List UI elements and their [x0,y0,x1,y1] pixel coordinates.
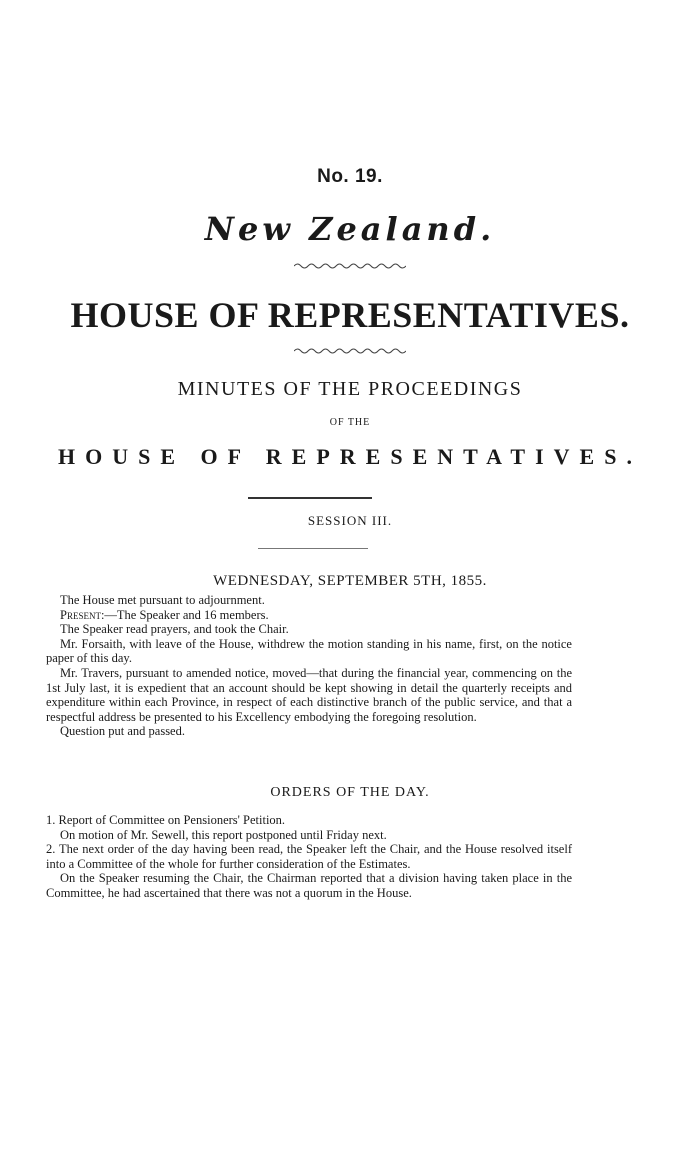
country-title: New Zealand. [204,210,496,248]
proceeding-paragraph: Question put and passed. [60,724,185,739]
divider-rule [248,497,372,499]
order-item: 2. The next order of the day having been read, the Speaker left the Chair, and the House resolved itself into a Committee of the whole for further consideration of the Estimates. [46,842,572,871]
house-spaced-heading: HOUSE OF REPRESENTATIVES. [58,444,642,469]
date-prefix: WEDNESDAY, SEPTEMBER 5 [213,573,422,589]
order-item: 1. Report of Committee on Pensioners' Petition. [46,813,286,827]
proceeding-paragraph: The Speaker read prayers, and took the Chair. [60,622,289,637]
ornamental-flourish-top [0,262,700,270]
ornamental-flourish-bottom [0,347,700,355]
order-item: On motion of Mr. Sewell, this report postponed until Friday next. [60,827,387,842]
flourish-icon [294,347,406,355]
orders-block [46,813,572,901]
date-ordinal: TH [421,573,443,589]
proceeding-paragraph: The House met pursuant to adjournment. [60,593,265,607]
date-year: , 1855. [442,573,487,589]
orders-heading: ORDERS OF THE DAY. [270,785,430,800]
document-number: No. 19. [317,166,383,187]
house-heading: HOUSE OF REPRESENTATIVES. [70,295,630,335]
sitting-date [0,573,700,590]
of-the-label: OF THE [329,417,371,428]
present-paragraph [46,608,572,623]
proceeding-paragraph: Mr. Travers, pursuant to amended notice, moved—that during the financial year, commencing on the 1st July last, it is expedient that an account should be kept showing in detail the quarterly receipts and expenditure within each Province, in respect of each distinctive branch of the public service, and that a respectful address be presented to his Excellency embodying the foregoing resolution. [46,665,572,724]
present-label: Present [60,607,101,622]
divider-rule [258,548,368,549]
session-label: SESSION III. [307,513,393,528]
proceeding-paragraph: Mr. Forsaith, with leave of the House, withdrew the motion standing in his name, first, on the notice paper of this day. [46,636,572,666]
present-text: :—The Speaker and 16 members. [100,607,269,622]
proceedings-block [46,593,572,739]
minutes-heading: MINUTES OF THE PROCEEDINGS [177,378,523,400]
order-item: On the Speaker resuming the Chair, the Chairman reported that a division having taken place in the Committee, he had ascertained that there was not a quorum in the House. [46,871,572,900]
flourish-icon [294,262,406,270]
